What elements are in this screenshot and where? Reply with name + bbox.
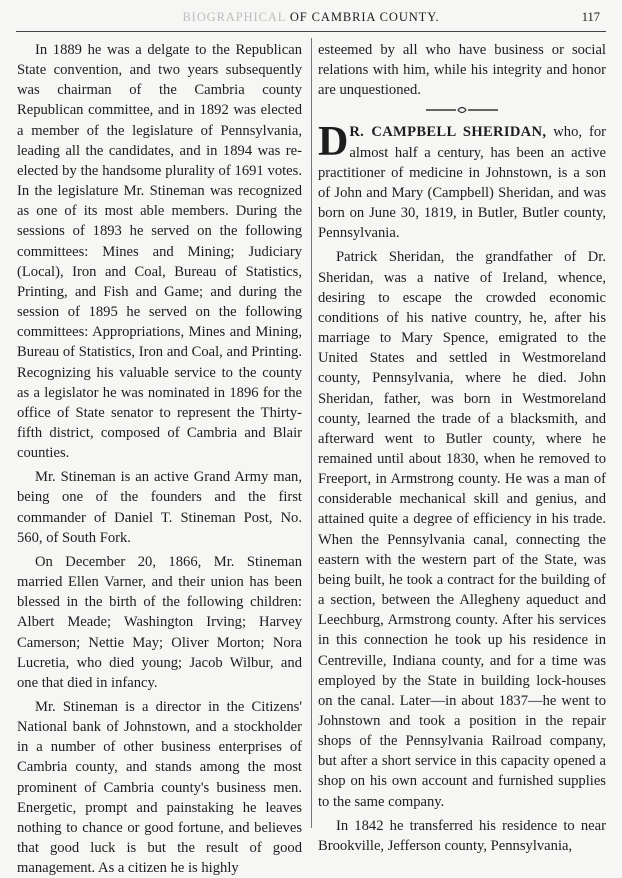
subject-name: R. CAMPBELL SHERIDAN,: [349, 124, 547, 141]
running-title: [0, 10, 622, 25]
paragraph-continued: esteemed by all who have business or social relations with him, while his integrity and honor are unquestioned.: [318, 42, 606, 99]
running-title-text: OF CAMBRIA COUNTY.: [289, 10, 440, 24]
drop-cap: D: [318, 119, 349, 166]
page-number: 117: [581, 10, 600, 24]
section-ornament: [318, 104, 606, 118]
running-header: [0, 8, 622, 28]
paragraph-1842: In 1842 he transferred his residence to near Brookville, Jefferson county, Pennsylvania,: [318, 817, 606, 854]
paragraph-family-history: Patrick Sheridan, the grandfather of Dr. Sheridan, was a native of Ireland, whence, desiring to escape the crowded economic conditions of his native country, he, after his marriage to Mary Spence, emigrated to the United States and settled in Westmoreland county, Pennsylvania, where he died. John Sheridan, father, was born in Westmoreland county, learned the trade of a blacksmith, and afterward went to Butler county, where he remained until about 1830, when he removed to Freeport, in Armstrong county. He was a man of considerable mechanical skill and genius, and attained quite a degree of efficiency in his trade. When the Pennsylvania canal, connecting the eastern with the western part of the State, was being built, he took a contract for the building of a section, between the Allegheny aqueduct and Leechburg, Armstrong county. After his services in this connection he took up his residence in Centreville, Indiana county, and for a time was employed by the State in building lock-houses on the canal. Later—in about 1837—he went to Johnstown and took a position in the repair shops of the Pennsylvania Railroad company, but after a short service in this capacity opened a shop on his own account and furnished supplies to the same company.: [318, 249, 606, 810]
left-column: [17, 40, 302, 878]
paragraph-director: Mr. Stineman is a director in the Citizens' National bank of Johnstown, and a stockholder in a number of other business enterprises of Cambria county, and stands among the most prominent of Cambria county's business men. Energetic, prompt and painstaking he leaves nothing to chance or good fortune, and believes that good luck is but the result of good management. As a citizen he is highly: [17, 699, 302, 877]
paragraph-marriage: On December 20, 1866, Mr. Stineman married Ellen Varner, and their union has been blessed in the birth of the following children: Albert Meade; Washington Irving; Harvey Camerson; Nettie May; Oliver Morton; Nora Lucretia, who died young; Jacob Wilbur, and one that died in infancy.: [17, 553, 302, 691]
paragraph-sheridan-intro: [318, 119, 606, 243]
intro-text: who, for almost half a century, has been an active practitioner of medicine in Johnstown, is a son of John and Mary (Campbell) Sheridan, and was born on June 30, 1819, in Butler, Butler county, Pennsylvania.: [318, 124, 606, 242]
header-rule: [16, 31, 606, 32]
ornament-divider-icon: [422, 104, 502, 116]
column-divider: [311, 38, 312, 828]
paragraph-grand-army: Mr. Stineman is an active Grand Army man, being one of the founders and the first commander of Daniel T. Stineman Post, No. 560, of South Fork.: [17, 469, 302, 546]
paragraph-legislature: In 1889 he was a delgate to the Republican State convention, and two years subsequently was chairman of the Cambria county Republican committee, and in 1892 was elected a member of the legislature of Pennsylvania, leading all the candidates, and in 1894 was re-elected by the handsome plurality of 1691 votes. In the legislature Mr. Stineman was recognized as one of its most able members. During the sessions of 1893 he served on the following committees: Mines and Mining; Judiciary (Local), Iron and Coal, Bureau of Statistics, Printing, and Fish and Game; and during the session of 1895 he served on the following committees: Appropriations, Mines and Mining, Bureau of Statistics, Iron and Coal, and Printing. Recognizing his valuable service to the county as a legislator he was nominated in 1896 for the office of State senator to represent the Thirty-fifth district, composed of Cambria and Blair counties.: [17, 42, 302, 462]
right-column: [318, 40, 606, 856]
faint-running-title: BIOGRAPHICAL: [182, 10, 286, 24]
